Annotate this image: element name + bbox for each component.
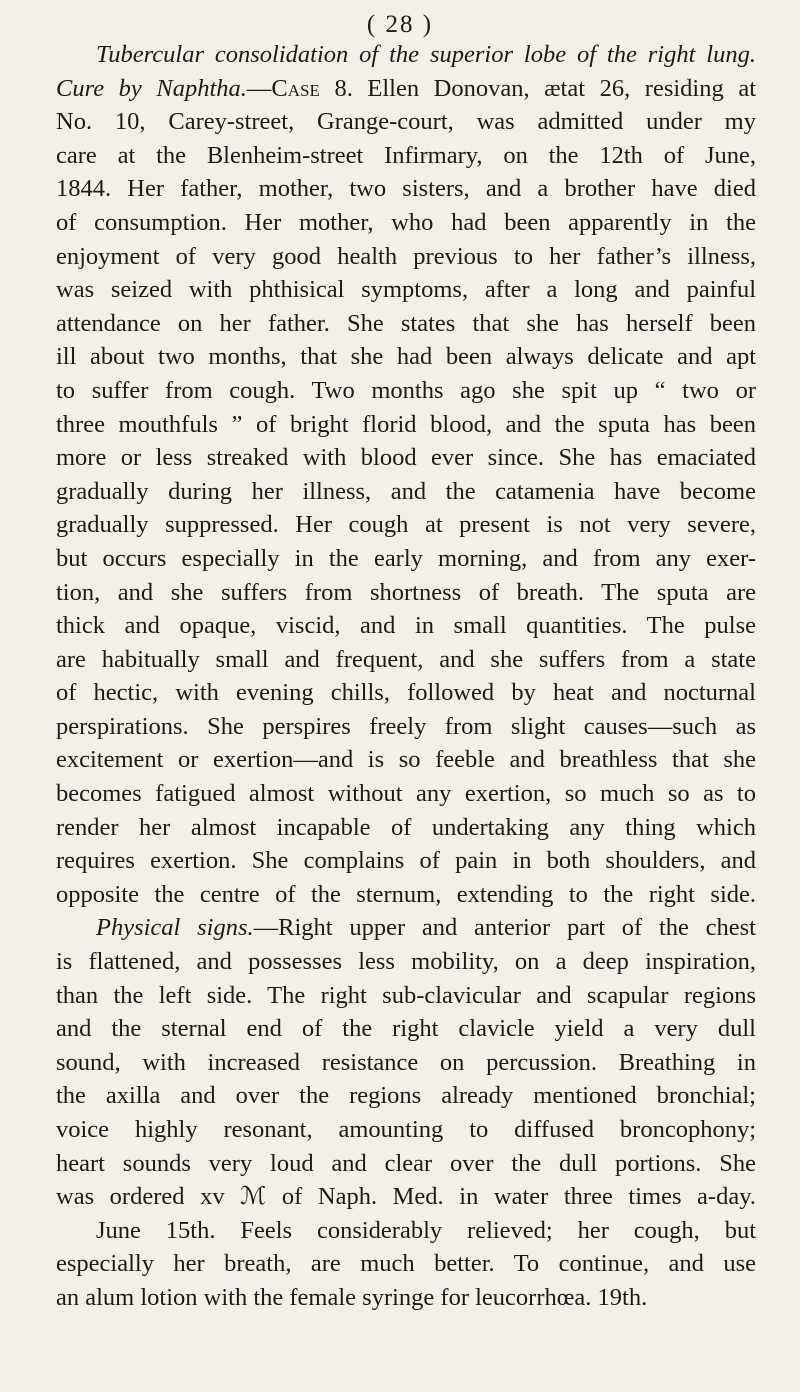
text-line [56, 1180, 756, 1214]
text-line [56, 1046, 756, 1080]
text-line [56, 979, 756, 1013]
text-line [56, 1113, 756, 1147]
text-line [56, 643, 756, 677]
text-line [56, 676, 756, 710]
text-line [56, 1214, 756, 1248]
text-line [56, 844, 756, 878]
text-run: sound, with increased resistance on percussion. Breathing in [56, 1048, 756, 1076]
text-line [56, 408, 756, 442]
small-caps-run: Case [271, 74, 320, 102]
text-line [56, 105, 756, 139]
text-run: but occurs especially in the early morning, and from any exer- [56, 544, 756, 572]
text-run: than the left side. The right sub-clavicular and scapular regions [56, 981, 756, 1009]
italic-run: Tubercular consolidation of the superior lobe of the right lung. [96, 41, 756, 68]
text-line [56, 38, 756, 72]
text-line [56, 576, 756, 610]
text-line [56, 1079, 756, 1113]
text-run: gradually suppressed. Her cough at present is not very severe, [56, 511, 756, 539]
text-line [56, 340, 756, 374]
text-run: care at the Blenheim-street Infirmary, on the 12th of June, [56, 141, 756, 169]
text-run: excitement or exertion—and is so feeble and breathless that she [56, 746, 756, 774]
text-run: especially her breath, are much better. To continue, and use [56, 1250, 756, 1278]
text-run: an alum lotion with the female syringe for leucorrhœa. 19th. [56, 1283, 648, 1311]
text-line [56, 240, 756, 274]
page-number: ( 28 ) [366, 11, 434, 38]
text-run: requires exertion. She complains of pain in both shoulders, and [56, 847, 756, 875]
text-line [56, 777, 756, 811]
text-line [56, 374, 756, 408]
text-run: perspirations. She perspires freely from slight causes—such as [56, 712, 756, 740]
text-line [56, 710, 756, 744]
italic-run: Physical signs. [96, 914, 254, 942]
text-run: thick and opaque, viscid, and in small quantities. The pulse [56, 612, 756, 640]
text-run: June 15th. Feels considerably relieved; her cough, but [96, 1216, 756, 1244]
text-run: are habitually small and frequent, and she suffers from a state [56, 645, 756, 673]
text-run: was ordered xv ℳ of Naph. Med. in water three times a-day. [56, 1183, 756, 1211]
text-run: becomes fatigued almost without any exertion, so much so as to [56, 780, 756, 808]
text-line [56, 1147, 756, 1181]
text-run: of hectic, with evening chills, followed by heat and nocturnal [56, 679, 756, 707]
text-line [56, 1247, 756, 1281]
text-line [56, 945, 756, 979]
text-line [56, 1281, 756, 1315]
text-run: voice highly resonant, amounting to diffused broncophony; [56, 1116, 756, 1143]
text-run: the axilla and over the regions already mentioned bronchial; [56, 1082, 756, 1110]
text-run: heart sounds very loud and clear over the dull portions. She [56, 1149, 756, 1177]
text-run: more or less streaked with blood ever since. She has emaciated [56, 444, 756, 472]
text-run: three mouthfuls ” of bright florid blood, and the sputa has been [56, 410, 756, 438]
text-line [56, 508, 756, 542]
text-line [56, 441, 756, 475]
text-line [56, 273, 756, 307]
text-run: ill about two months, that she had been always delicate and apt [56, 343, 756, 371]
italic-run: Cure by Naphtha. [56, 74, 247, 102]
text-run: No. 10, Carey-street, Grange-court, was admitted under my [56, 108, 756, 136]
text-run: is flattened, and possesses less mobility, on a deep inspiration, [56, 948, 756, 976]
text-run: 8. Ellen Donovan, ætat 26, residing at [319, 74, 756, 102]
text-run: of consumption. Her mother, who had been apparently in the [56, 208, 756, 236]
text-run: and the sternal end of the right clavicle yield a very dull [56, 1015, 756, 1043]
text-line [56, 542, 756, 576]
text-run: attendance on her father. She states that she has herself been [56, 309, 756, 337]
body-text [56, 38, 756, 1315]
text-line [56, 139, 756, 173]
text-run: gradually during her illness, and the catamenia have become [56, 477, 756, 505]
text-run: — [246, 74, 272, 102]
text-line [56, 206, 756, 240]
text-line [56, 743, 756, 777]
text-run: tion, and she suffers from shortness of breath. The sputa are [56, 578, 756, 606]
text-line [56, 307, 756, 341]
text-line [56, 172, 756, 206]
text-line [56, 911, 756, 945]
text-line [56, 878, 756, 912]
text-run: opposite the centre of the sternum, extending to the right side. [56, 880, 756, 908]
text-run: —Right upper and anterior part of the chest [253, 914, 756, 942]
text-run: 1844. Her father, mother, two sisters, and a brother have died [56, 175, 756, 203]
text-line [56, 72, 756, 106]
text-run: render her almost incapable of undertaking any thing which [56, 813, 756, 841]
text-line [56, 609, 756, 643]
text-line [56, 475, 756, 509]
text-line [56, 1012, 756, 1046]
text-run: enjoyment of very good health previous to her father’s illness, [56, 242, 756, 270]
text-run: was seized with phthisical symptoms, after a long and painful [56, 276, 756, 304]
text-line [56, 811, 756, 845]
text-run: to suffer from cough. Two months ago she spit up “ two or [56, 376, 756, 404]
